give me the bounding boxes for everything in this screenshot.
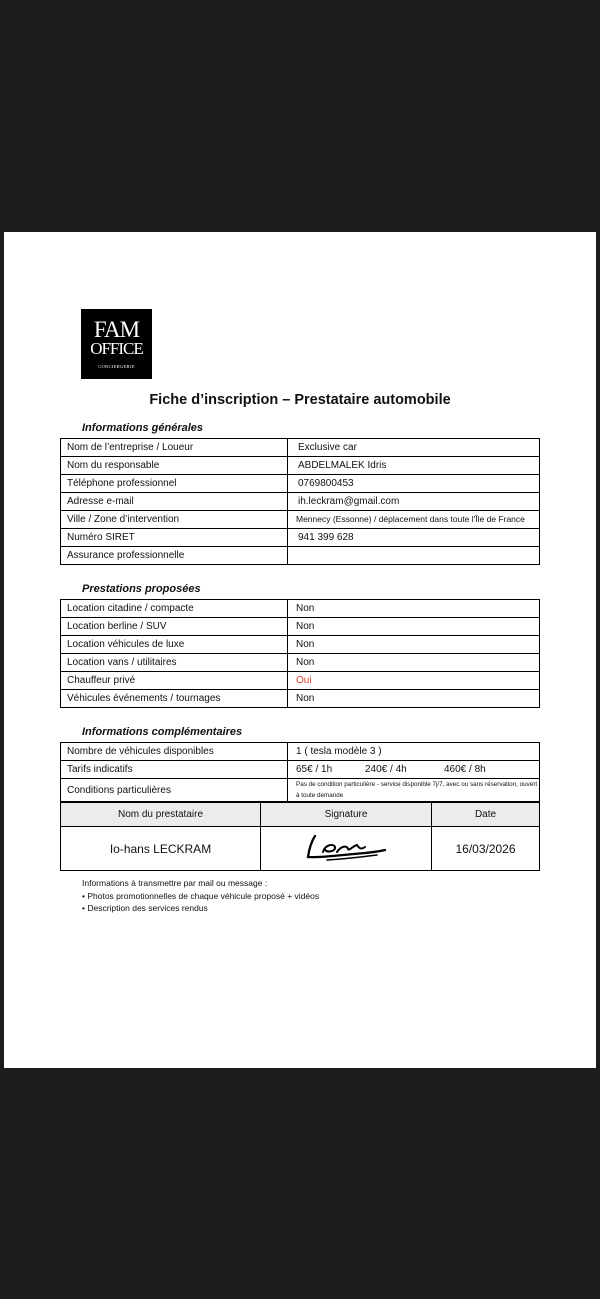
row-label: Chauffeur privé (61, 672, 288, 690)
table-row (61, 511, 540, 529)
document-title: Fiche d’inscription – Prestataire automobile (149, 392, 451, 408)
table-row (61, 690, 540, 708)
row-value: Non (288, 654, 540, 672)
signature-table (60, 802, 540, 871)
row-value: Pas de condition particulière - service disponible 7j/7, avec ou sans réservation, ouvert à toute demande (288, 779, 540, 802)
notes-item: • Description des services rendus (82, 903, 208, 913)
table-row (61, 827, 540, 871)
logo-line-2: OFFICE (90, 339, 143, 358)
table-row (61, 475, 540, 493)
section-heading-general: Informations générales (82, 422, 204, 434)
notes-item: • Photos promotionnelles de chaque véhicule proposé + vidéos (82, 890, 320, 901)
row-label: Ville / Zone d’intervention (61, 511, 288, 529)
table-row (61, 636, 540, 654)
row-label: Nom du responsable (61, 457, 288, 475)
table-row (61, 803, 540, 827)
table-row (61, 457, 540, 475)
table-row (61, 618, 540, 636)
row-value: Mennecy (Essonne) / déplacement dans toute l'Île de France (288, 511, 540, 529)
header-name: Nom du prestataire (61, 803, 261, 827)
row-value: Non (288, 636, 540, 654)
tarif-4h: 240€ / 4h (365, 764, 407, 775)
row-value: 941 399 628 (288, 529, 540, 547)
section-heading-services: Prestations proposées (82, 583, 201, 595)
general-info-table (60, 438, 540, 565)
row-value: Exclusive car (288, 439, 540, 457)
row-value (288, 761, 540, 779)
row-value: Oui (288, 672, 540, 690)
tarif-8h: 460€ / 8h (444, 764, 486, 775)
row-value: ABDELMALEK Idris (288, 457, 540, 475)
table-row (61, 529, 540, 547)
table-row (61, 654, 540, 672)
row-value: Non (288, 618, 540, 636)
logo-line-1: FAM (93, 317, 140, 342)
table-row (61, 547, 540, 565)
row-label: Location véhicules de luxe (61, 636, 288, 654)
row-label: Téléphone professionnel (61, 475, 288, 493)
services-table (60, 599, 540, 708)
row-value: ih.leckram@gmail.com (288, 493, 540, 511)
row-label: Location vans / utilitaires (61, 654, 288, 672)
row-value: 1 ( tesla modèle 3 ) (288, 743, 540, 761)
row-value: Non (288, 600, 540, 618)
row-label: Conditions particulières (61, 779, 288, 802)
tarif-1h: 65€ / 1h (296, 764, 333, 775)
document-page (4, 232, 596, 1068)
extra-info-table (60, 742, 540, 802)
table-row (61, 493, 540, 511)
row-value: Non (288, 690, 540, 708)
row-label: Véhicules événements / tournages (61, 690, 288, 708)
header-date: Date (432, 803, 540, 827)
fam-office-logo (81, 309, 152, 379)
row-label: Tarifs indicatifs (61, 761, 288, 779)
table-row (61, 779, 540, 802)
logo-line-3: CONCIERGERIE (98, 364, 135, 369)
notes-intro: Informations à transmettre par mail ou message : (82, 878, 268, 888)
header-signature: Signature (261, 803, 432, 827)
row-label: Location citadine / compacte (61, 600, 288, 618)
table-row (61, 743, 540, 761)
row-label: Numéro SIRET (61, 529, 288, 547)
signature-date: 16/03/2026 (432, 827, 540, 871)
table-row (61, 600, 540, 618)
row-label: Nombre de véhicules disponibles (61, 743, 288, 761)
provider-name: Io-hans LECKRAM (61, 827, 261, 871)
row-value (288, 547, 540, 565)
row-label: Adresse e-mail (61, 493, 288, 511)
handwritten-signature (301, 830, 391, 864)
signature-cell (261, 827, 432, 871)
table-row (61, 439, 540, 457)
row-value: 0769800453 (288, 475, 540, 493)
table-row (61, 761, 540, 779)
section-heading-extra: Informations complémentaires (82, 726, 243, 738)
row-label: Assurance professionnelle (61, 547, 288, 565)
table-row (61, 672, 540, 690)
row-label: Location berline / SUV (61, 618, 288, 636)
row-label: Nom de l’entreprise / Loueur (61, 439, 288, 457)
notes-block (82, 877, 319, 915)
